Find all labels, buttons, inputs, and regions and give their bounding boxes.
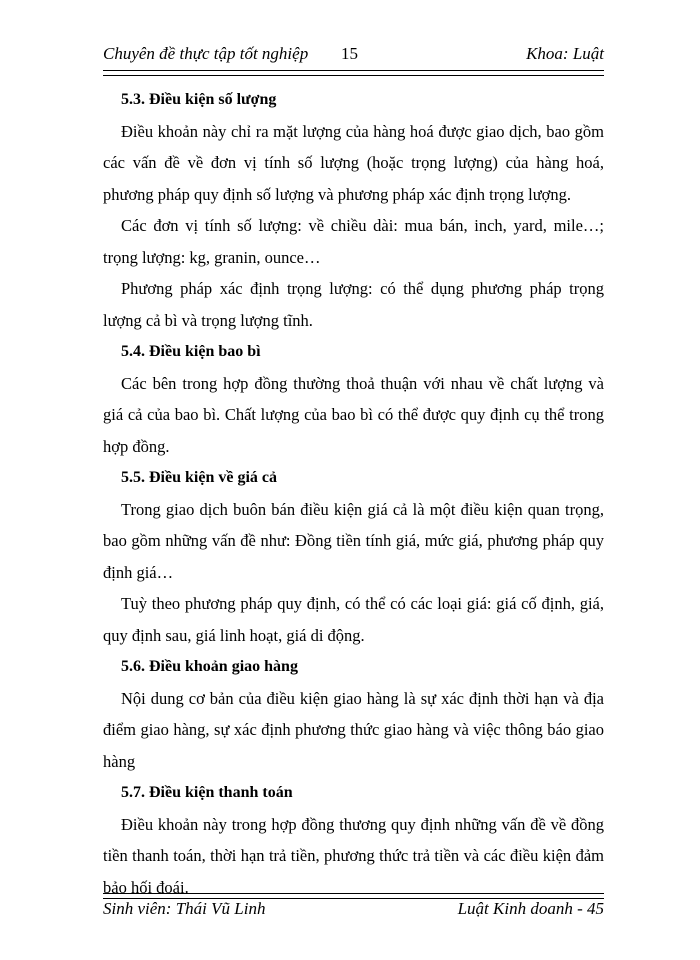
section-heading: 5.3. Điều kiện số lượng: [121, 91, 277, 108]
footer-course: Luật Kinh doanh - 45: [457, 899, 604, 918]
paragraph: Phương pháp xác định trọng lượng: có thể dụng phương pháp trọng lượng cả bì và trọng lượng tĩnh.: [103, 279, 604, 330]
paragraph: Các đơn vị tính số lượng: về chiều dài: mua bán, inch, yard, mile…; trọng lượng: kg, granin, ounce…: [103, 216, 604, 267]
paragraph: Nội dung cơ bản của điều kiện giao hàng là sự xác định thời hạn và địa điểm giao hàng, sự xác định phương thức giao hàng và việc thông báo giao hàng: [103, 688, 604, 771]
section-heading: 5.4. Điều kiện bao bì: [121, 343, 261, 360]
section-heading: 5.7. Điều kiện thanh toán: [121, 784, 293, 801]
paragraph: Tuỳ theo phương pháp quy định, có thể có các loại giá: giá cố định, giá, quy định sau, giá linh hoạt, giá di động.: [103, 594, 604, 645]
paragraph: Trong giao dịch buôn bán điều kiện giá cả là một điều kiện quan trọng, bao gồm những vấn đề như: Đồng tiền tính giá, mức giá, phương pháp quy định giá…: [103, 499, 604, 582]
section-heading: 5.5. Điều kiện về giá cả: [121, 469, 277, 486]
header-faculty: Khoa: Luật: [526, 44, 604, 63]
document-body: [103, 84, 604, 903]
header-document-title: Chuyên đề thực tập tốt nghiệp: [103, 44, 309, 63]
header-page-number: 15: [341, 44, 358, 63]
paragraph: Điều khoản này chỉ ra mặt lượng của hàng hoá được giao dịch, bao gồm các vấn đề về đơn vị tính số lượng (hoặc trọng lượng) của hàng hoá, phương pháp quy định số lượng và phương pháp xác định trọng lượng.: [103, 121, 604, 204]
footer-student-name: Sinh viên: Thái Vũ Linh: [103, 899, 266, 918]
paragraph: Các bên trong hợp đồng thường thoả thuận với nhau về chất lượng và giá cả của bao bì. Chất lượng của bao bì có thể được quy định cụ thể trong hợp đồng.: [103, 373, 604, 456]
page-header: [103, 44, 604, 70]
header-rule: [103, 70, 604, 76]
section-heading: 5.6. Điều khoản giao hàng: [121, 658, 298, 675]
paragraph: Điều khoản này trong hợp đồng thương quy định những vấn đề về đồng tiền thanh toán, thời hạn trả tiền, phương thức trả tiền và các điều kiện đảm bảo hối đoái.: [103, 814, 604, 897]
